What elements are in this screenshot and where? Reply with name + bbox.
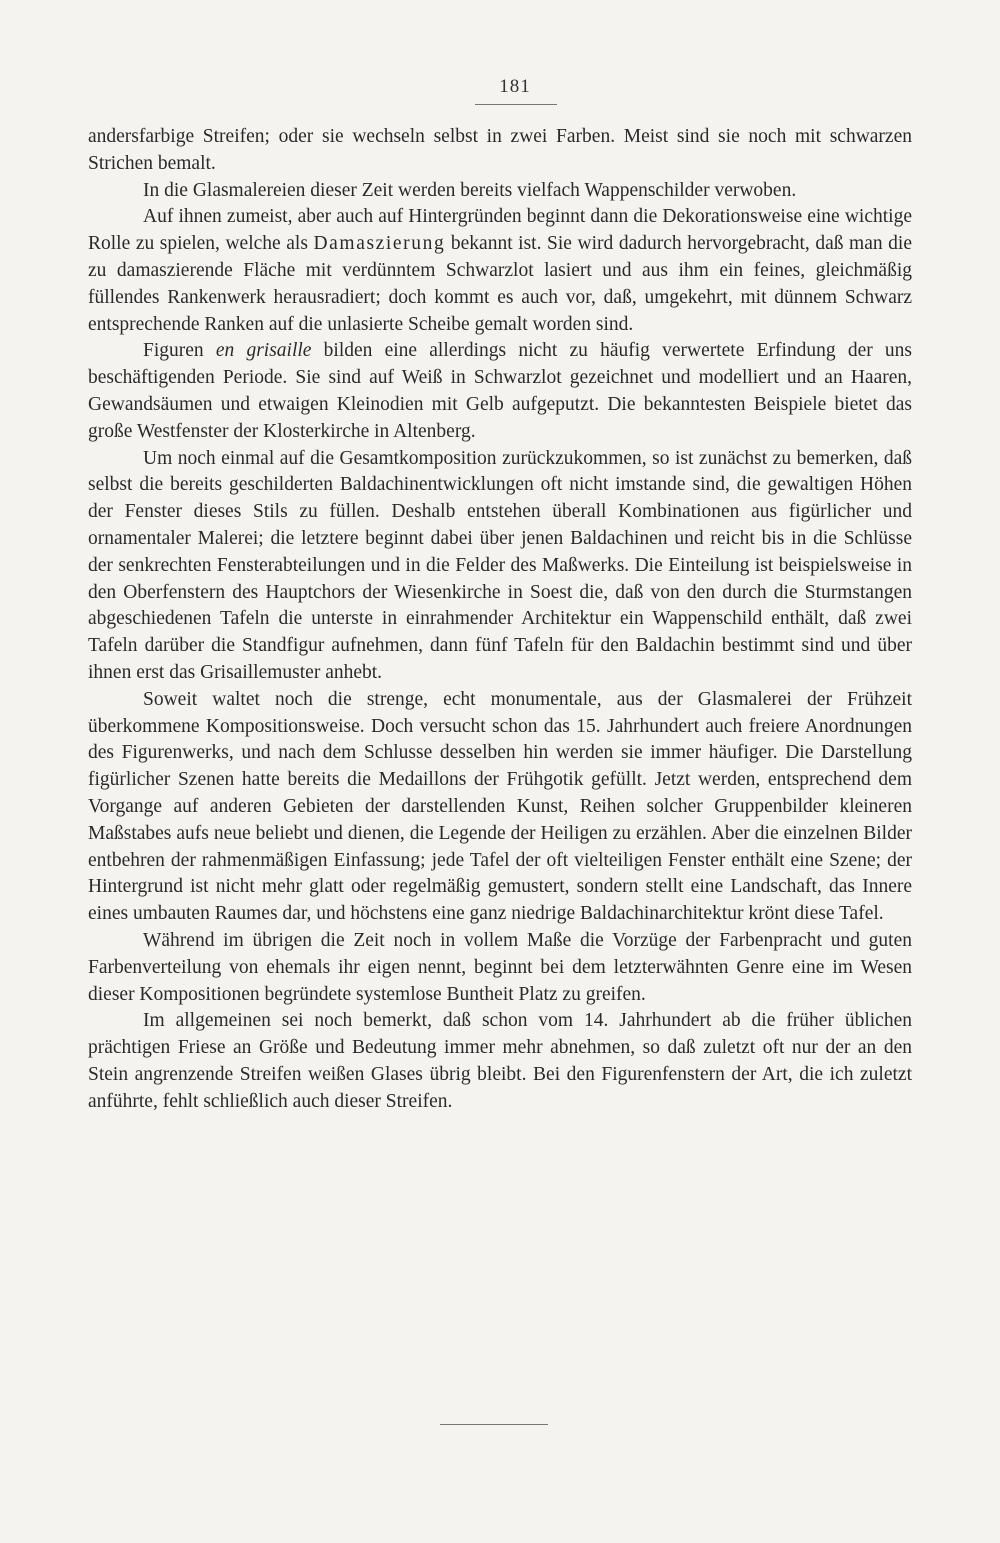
paragraph-text: Im allgemeinen sei noch bemerkt, daß schon vom 14. Jahrhundert ab die früher üblichen prächtigen Friese an Größe und Bedeutung immer mehr abnehmen, so daß zuletzt oft nur der an den Stein angrenzende Streifen weißen Glases übrig bleibt. Bei den Figurenfenstern der Art, die ich zuletzt anführte, fehlt schließlich auch dieser Streifen. <box>88 1010 912 1112</box>
paragraph-4 <box>88 338 912 445</box>
header-rule <box>475 104 557 105</box>
paragraph-text: Figuren <box>143 340 216 362</box>
paragraph-3 <box>88 204 912 338</box>
paragraph-text: bilden eine allerdings nicht zu häufig verwertete Erfindung der uns beschäftigenden Periode. Sie sind auf Weiß in Schwarzlot gezeichnet und modelliert und an Haaren, Gewandsäumen und etwaigen Kleinodien mit Gelb aufgeputzt. Die bekanntesten Beispiele bietet das große Westfenster der Klosterkirche in Altenberg. <box>88 340 912 442</box>
footer-rule <box>440 1424 548 1425</box>
emphasis-en-grisaille: en grisaille <box>215 340 312 362</box>
paragraph-text: In die Glasmalereien dieser Zeit werden bereits vielfach Wappenschilder verwoben. <box>143 179 797 201</box>
paragraph-text: Während im übrigen die Zeit noch in vollem Maße die Vorzüge der Farbenpracht und guten Farbenverteilung von ehemals ihr eigen nennt, beginnt bei dem letzterwähnten Genre eine im Wesen dieser Kompositionen begründete systemlose Buntheit Platz zu greifen. <box>88 929 912 1005</box>
paragraph-text: bekannt ist. Sie wird dadurch hervorgebracht, daß man die zu damaszierende Fläche mit verdünntem Schwarzlot lasiert und aus ihm ein feines, gleichmäßig füllendes Rankenwerk herausradiert; doch kommt es auch vor, daß, umgekehrt, mit dünnem Schwarz entsprechende Ranken auf die unlasierte Scheibe gemalt worden sind. <box>88 233 912 335</box>
emphasis-damaszierung: Damaszierung <box>313 233 446 255</box>
paragraph-text: Auf ihnen zumeist, aber auch auf Hintergründen beginnt dann die Dekorationsweise eine wichtige Rolle zu spielen, welche als <box>88 206 912 255</box>
paragraph-8 <box>88 1008 912 1115</box>
paragraph-2 <box>88 178 912 205</box>
paragraph-text: Soweit waltet noch die strenge, echt monumentale, aus der Glasmalerei der Frühzeit überkommene Kompositionsweise. Doch versucht schon das 15. Jahrhundert auch freiere Anordnungen des Figurenwerks, und nach dem Schlusse desselben hin werden sie immer häufiger. Die Darstellung figürlicher Szenen hatte bereits die Medaillons der Frühgotik gefüllt. Jetzt werden, entsprechend dem Vorgange auf anderen Gebieten der darstellenden Kunst, Reihen solcher Gruppenbilder kleineren Maßstabes aufs neue beliebt und dienen, die Legende der Heiligen zu erzählen. Aber die einzelnen Bilder entbehren der rahmenmäßigen Einfassung; jede Tafel der oft vielteiligen Fenster enthält eine Szene; der Hintergrund ist nicht mehr glatt oder regelmäßig gemustert, sondern stellt eine Landschaft, das Innere eines umbauten Raumes dar, und höchstens eine ganz niedrige Baldachinarchitektur krönt diese Tafel. <box>88 688 912 925</box>
paragraph-6 <box>88 687 912 928</box>
paragraph-text: andersfarbige Streifen; oder sie wechseln selbst in zwei Farben. Meist sind sie noch mit schwarzen Strichen bemalt. <box>88 126 912 174</box>
page-number: 181 <box>499 76 531 97</box>
paragraph-7 <box>88 928 912 1008</box>
paragraph-text: Um noch einmal auf die Gesamtkomposition zurückzukommen, so ist zunächst zu bemerken, daß selbst die bereits geschilderten Baldachinentwicklungen oft nicht imstande sind, die gewaltigen Höhen der Fenster dieses Stils zu füllen. Deshalb entstehen überall Kombinationen aus figürlicher und ornamentaler Malerei; die letztere beginnt dabei über jenen Baldachinen und reicht bis in die Schlüsse der senkrechten Fensterabteilungen und in die Felder des Maßwerks. Die Einteilung ist beispielsweise in den Oberfenstern des Hauptchors der Wiesenkirche in Soest die, daß von den durch die Sturmstangen abgeschiedenen Tafeln die unterste in einrahmender Architektur ein Wappenschild enthält, daß zwei Tafeln darüber die Standfigur aufnehmen, dann fünf Tafeln für den Baldachin bestimmt sind und über ihnen erst das Grisaillemuster anhebt. <box>88 447 912 683</box>
paragraph-1 <box>88 124 912 178</box>
body-text <box>88 124 912 1115</box>
paragraph-5 <box>88 446 912 687</box>
